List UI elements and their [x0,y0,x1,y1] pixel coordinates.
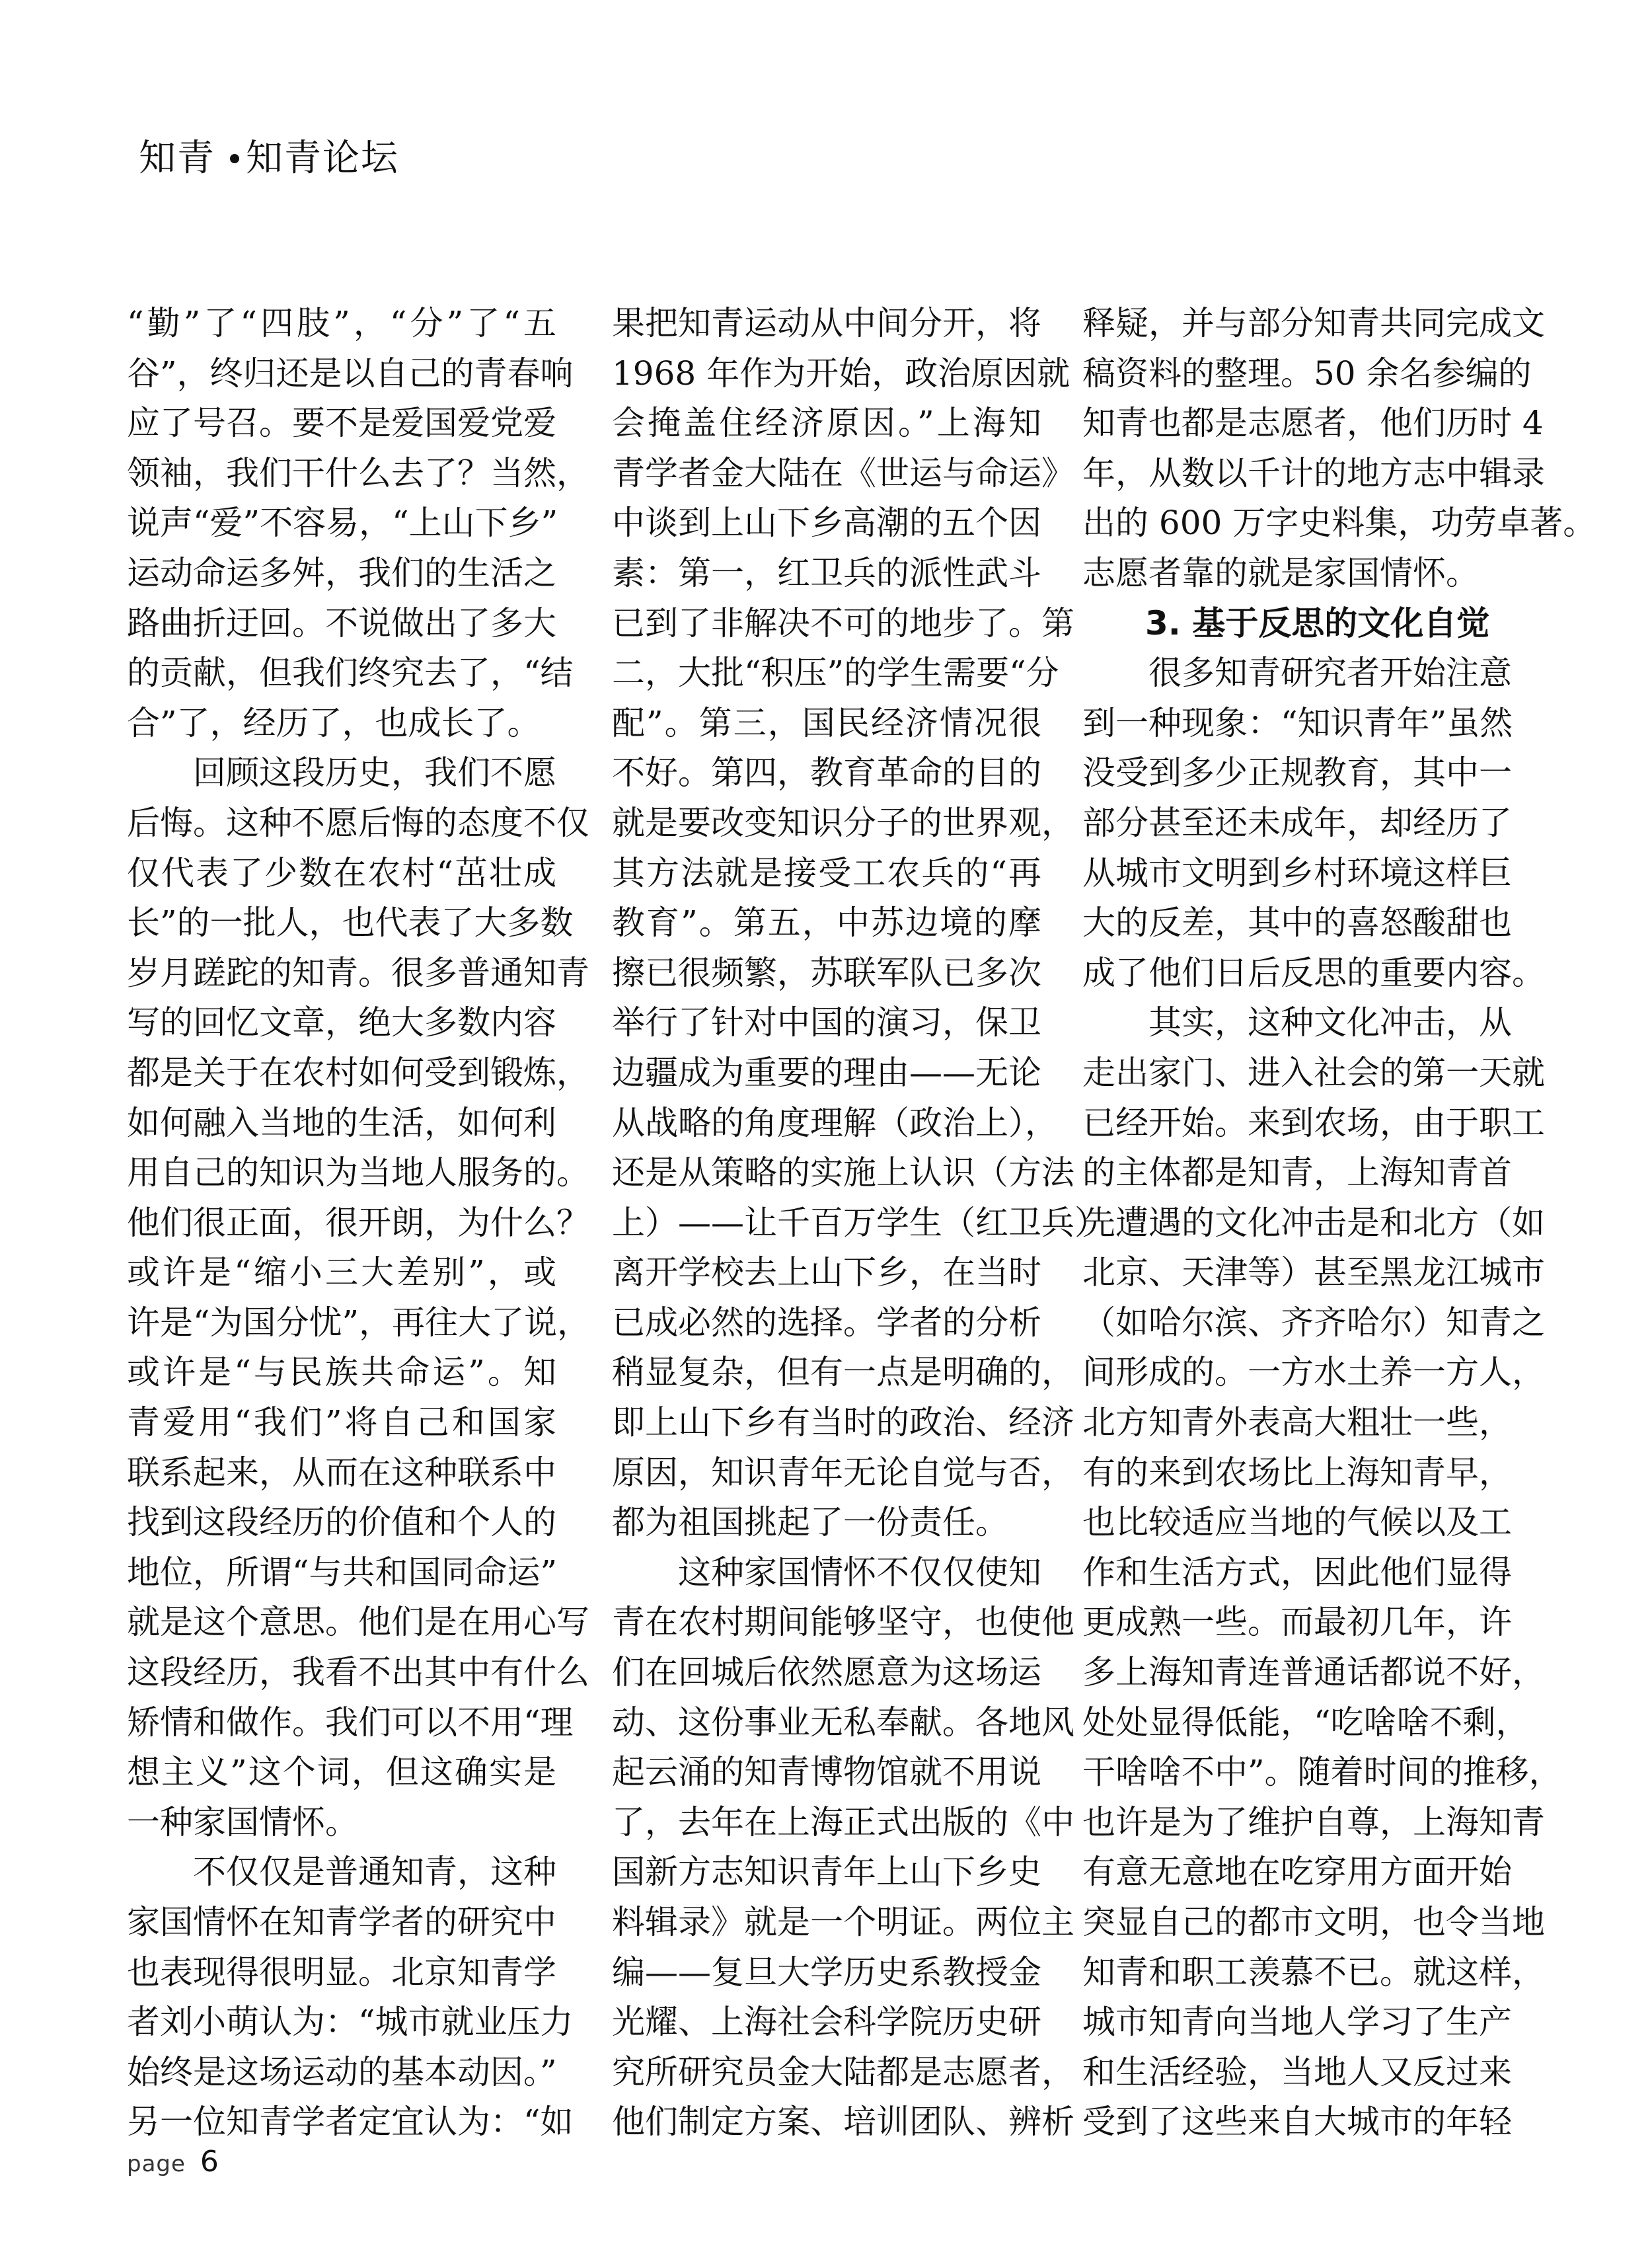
text-line: 擦已很频繁，苏联军队已多次 [612,953,1041,992]
text-line: 岁月蹉跎的知青。很多普通知青 [127,953,589,992]
text-line: 都为祖国挑起了一份责任。 [612,1503,1008,1542]
text-line: 干啥啥不中”。随着时间的推移， [1082,1753,1562,1792]
text-line: 这段经历，我看不出其中有什么 [127,1653,589,1692]
text-line: 青爱用“我们”将自己和国家 [127,1403,556,1442]
text-line: 另一位知青学者定宜认为：“如 [127,2103,574,2142]
text-line: 编——复旦大学历史系教授金 [612,1952,1041,1991]
text-line: 后悔。这种不愿后悔的态度不仅 [127,803,589,842]
text-line: 已到了非解决不可的地步了。第 [612,603,1074,642]
text-line: 素：第一，红卫兵的派性武斗 [612,553,1041,592]
text-line: 成了他们日后反思的重要内容。 [1082,953,1545,992]
text-line: 一种家国情怀。 [127,1802,358,1841]
text-column-1 [127,299,591,2147]
text-line: 也表现得很明显。北京知青学 [127,1952,556,1991]
text-line: 已经开始。来到农场，由于职工 [1082,1103,1545,1142]
section-heading: 3. 基于反思的文化自觉 [1145,603,1490,642]
text-line: 稿资料的整理。50 余名参编的 [1082,354,1532,393]
text-line: 处处显得低能，“吃啥啥不剩， [1082,1703,1529,1742]
text-line: 不好。第四，教育革命的目的 [612,754,1041,792]
page-number: 6 [200,2145,219,2179]
text-line: 这种家国情怀不仅仅使知 [678,1553,1041,1592]
text-line: 青在农村期间能够坚守，也使他 [612,1603,1074,1642]
text-line: 从战略的角度理解（政治上）， [612,1103,1058,1142]
text-line: 年，从数以千计的地方志中辑录 [1082,453,1545,492]
text-line: 也许是为了维护自尊，上海知青 [1082,1802,1545,1841]
text-line: （如哈尔滨、齐齐哈尔）知青之 [1082,1303,1545,1342]
text-line: 1968 年作为开始，政治原因就 [612,354,1070,393]
text-line: 其方法就是接受工农兵的“再 [612,853,1041,892]
text-line: 释疑，并与部分知青共同完成文 [1082,304,1545,342]
text-line: 合”了，经历了，也成长了。 [127,703,541,742]
text-line: 了，去年在上海正式出版的《中 [612,1802,1074,1841]
text-line: 找到这段经历的价值和个人的 [127,1503,556,1542]
text-line: 光耀、上海社会科学院历史研 [612,2003,1041,2042]
text-line: 城市知青向当地人学习了生产 [1082,2003,1512,2042]
text-line: 路曲折迂回。不说做出了多大 [127,603,556,642]
text-line: 就是这个意思。他们是在用心写 [127,1603,589,1642]
text-line: 写的回忆文章，绝大多数内容 [127,1003,556,1042]
text-line: 家国情怀在知青学者的研究中 [127,1903,556,1941]
text-line: 想主义”这个词，但这确实是 [127,1753,556,1792]
text-line: 用自己的知识为当地人服务的。 [127,1153,589,1192]
text-line: 应了号召。要不是爱国爱党爱 [127,404,556,443]
text-line: 即上山下乡有当时的政治、经济 [612,1403,1074,1442]
column-title: 知青论坛 [246,137,399,180]
text-line: 教育”。第五，中苏边境的摩 [612,904,1041,943]
text-line: 的主体都是知青，上海知青首 [1082,1153,1512,1192]
text-line: 者刘小萌认为：“城市就业压力 [127,2003,574,2042]
section-title: 知青 [139,137,215,180]
text-line: 配”。第三，国民经济情况很 [612,703,1041,742]
text-line: 稍显复杂，但有一点是明确的， [612,1353,1074,1392]
text-line: 作和生活方式，因此他们显得 [1082,1553,1512,1592]
text-line: 二，大批“积压”的学生需要“分 [612,654,1059,693]
text-line: 或许是“与民族共命运”。知 [127,1353,556,1392]
text-line: 突显自己的都市文明，也令当地 [1082,1903,1545,1941]
text-line: 上）——让千百万学生（红卫兵） [612,1203,1108,1242]
text-line: 动、这份事业无私奉献。各地风 [612,1703,1074,1742]
text-line: 离开学校去上山下乡，在当时 [612,1253,1041,1292]
text-line: 谷”，终归还是以自己的青春响 [127,354,574,393]
text-line: 举行了针对中国的演习，保卫 [612,1003,1041,1042]
text-line: 都是关于在农村如何受到锻炼， [127,1053,589,1092]
text-line: 有的来到农场比上海知青早， [1082,1453,1512,1492]
running-head [139,135,399,182]
text-line: 领袖，我们干什么去了？当然， [127,453,589,492]
text-line: 和生活经验，当地人又反过来 [1082,2052,1512,2091]
text-line: 起云涌的知青博物馆就不用说 [612,1753,1041,1792]
text-line: “勤”了“四肢”，“分”了“五 [127,304,556,342]
text-line: 联系起来，从而在这种联系中 [127,1453,556,1492]
text-line: 大的反差，其中的喜怒酸甜也 [1082,904,1512,943]
text-line: 部分甚至还未成年，却经历了 [1082,803,1512,842]
text-line: 国新方志知识青年上山下乡史 [612,1853,1041,1892]
text-line: 到一种现象：“知识青年”虽然 [1082,703,1513,742]
text-line: 果把知青运动从中间分开，将 [612,304,1041,342]
text-line: 走出家门、进入社会的第一天就 [1082,1053,1545,1092]
page-label: page [127,2151,186,2177]
text-line: 北京、天津等）甚至黑龙江城市 [1082,1253,1545,1292]
text-line: 他们制定方案、培训团队、辨析 [612,2103,1074,2142]
text-line: 青学者金大陆在《世运与命运》 [612,453,1074,492]
text-line: 很多知青研究者开始注意 [1148,654,1512,693]
text-line: 仅代表了少数在农村“茁壮成 [127,853,556,892]
text-line: 没受到多少正规教育，其中一 [1082,754,1512,792]
text-line: 地位，所谓“与共和国同命运” [127,1553,558,1592]
text-column-2 [612,299,1108,2147]
text-line: 知青和职工羡慕不已。就这样， [1082,1952,1545,1991]
text-line: 志愿者靠的就是家国情怀。 [1082,553,1479,592]
text-line: 从城市文明到乡村环境这样巨 [1082,853,1512,892]
text-line: 矫情和做作。我们可以不用“理 [127,1703,574,1742]
text-line: 更成熟一些。而最初几年，许 [1082,1603,1512,1642]
text-column-3 [1082,299,1596,2147]
text-line: 不仅仅是普通知青，这种 [193,1853,556,1892]
text-line: 运动命运多舛，我们的生活之 [127,553,556,592]
text-line: 有意无意地在吃穿用方面开始 [1082,1853,1512,1892]
text-line: 如何融入当地的生活，如何利 [127,1103,556,1142]
text-line: 长”的一批人，也代表了大多数 [127,904,574,943]
text-line: 北方知青外表高大粗壮一些， [1082,1403,1512,1442]
text-line: 说声“爱”不容易，“上山下乡” [127,504,558,543]
text-line: 他们很正面，很开朗，为什么？ [127,1203,589,1242]
text-line: 们在回城后依然愿意为这场运 [612,1653,1041,1692]
text-line: 多上海知青连普通话都说不好， [1082,1653,1545,1692]
text-line: 知青也都是志愿者，他们历时 4 [1082,404,1544,443]
text-line: 受到了这些来自大城市的年轻 [1082,2103,1512,2142]
text-line: 许是“为国分忧”，再往大了说， [127,1303,591,1342]
text-line: 也比较适应当地的气候以及工 [1082,1503,1512,1542]
text-line: 先遭遇的文化冲击是和北方（如 [1082,1203,1545,1242]
text-line: 会掩盖住经济原因。”上海知 [612,404,1041,443]
text-line: 的贡献，但我们终究去了，“结 [127,654,574,693]
text-line: 中谈到上山下乡高潮的五个因 [612,504,1041,543]
bullet-separator-icon [230,154,239,163]
text-line: 边疆成为重要的理由——无论 [612,1053,1041,1092]
text-line: 原因，知识青年无论自觉与否， [612,1453,1074,1492]
text-line: 就是要改变知识分子的世界观， [612,803,1074,842]
text-line: 始终是这场运动的基本动因。” [127,2052,557,2091]
text-line: 或许是“缩小三大差别”，或 [127,1253,556,1292]
text-line: 已成必然的选择。学者的分析 [612,1303,1041,1342]
text-line: 出的 600 万字史料集，功劳卓著。 [1082,504,1596,543]
text-line: 其实，这种文化冲击，从 [1148,1003,1512,1042]
text-line: 间形成的。一方水土养一方人， [1082,1353,1545,1392]
text-line: 回顾这段历史，我们不愿 [193,754,556,792]
text-line: 究所研究员金大陆都是志愿者， [612,2052,1074,2091]
text-line: 还是从策略的实施上认识（方法 [612,1153,1074,1192]
page-footer [127,2145,219,2179]
text-line: 料辑录》就是一个明证。两位主 [612,1903,1074,1941]
